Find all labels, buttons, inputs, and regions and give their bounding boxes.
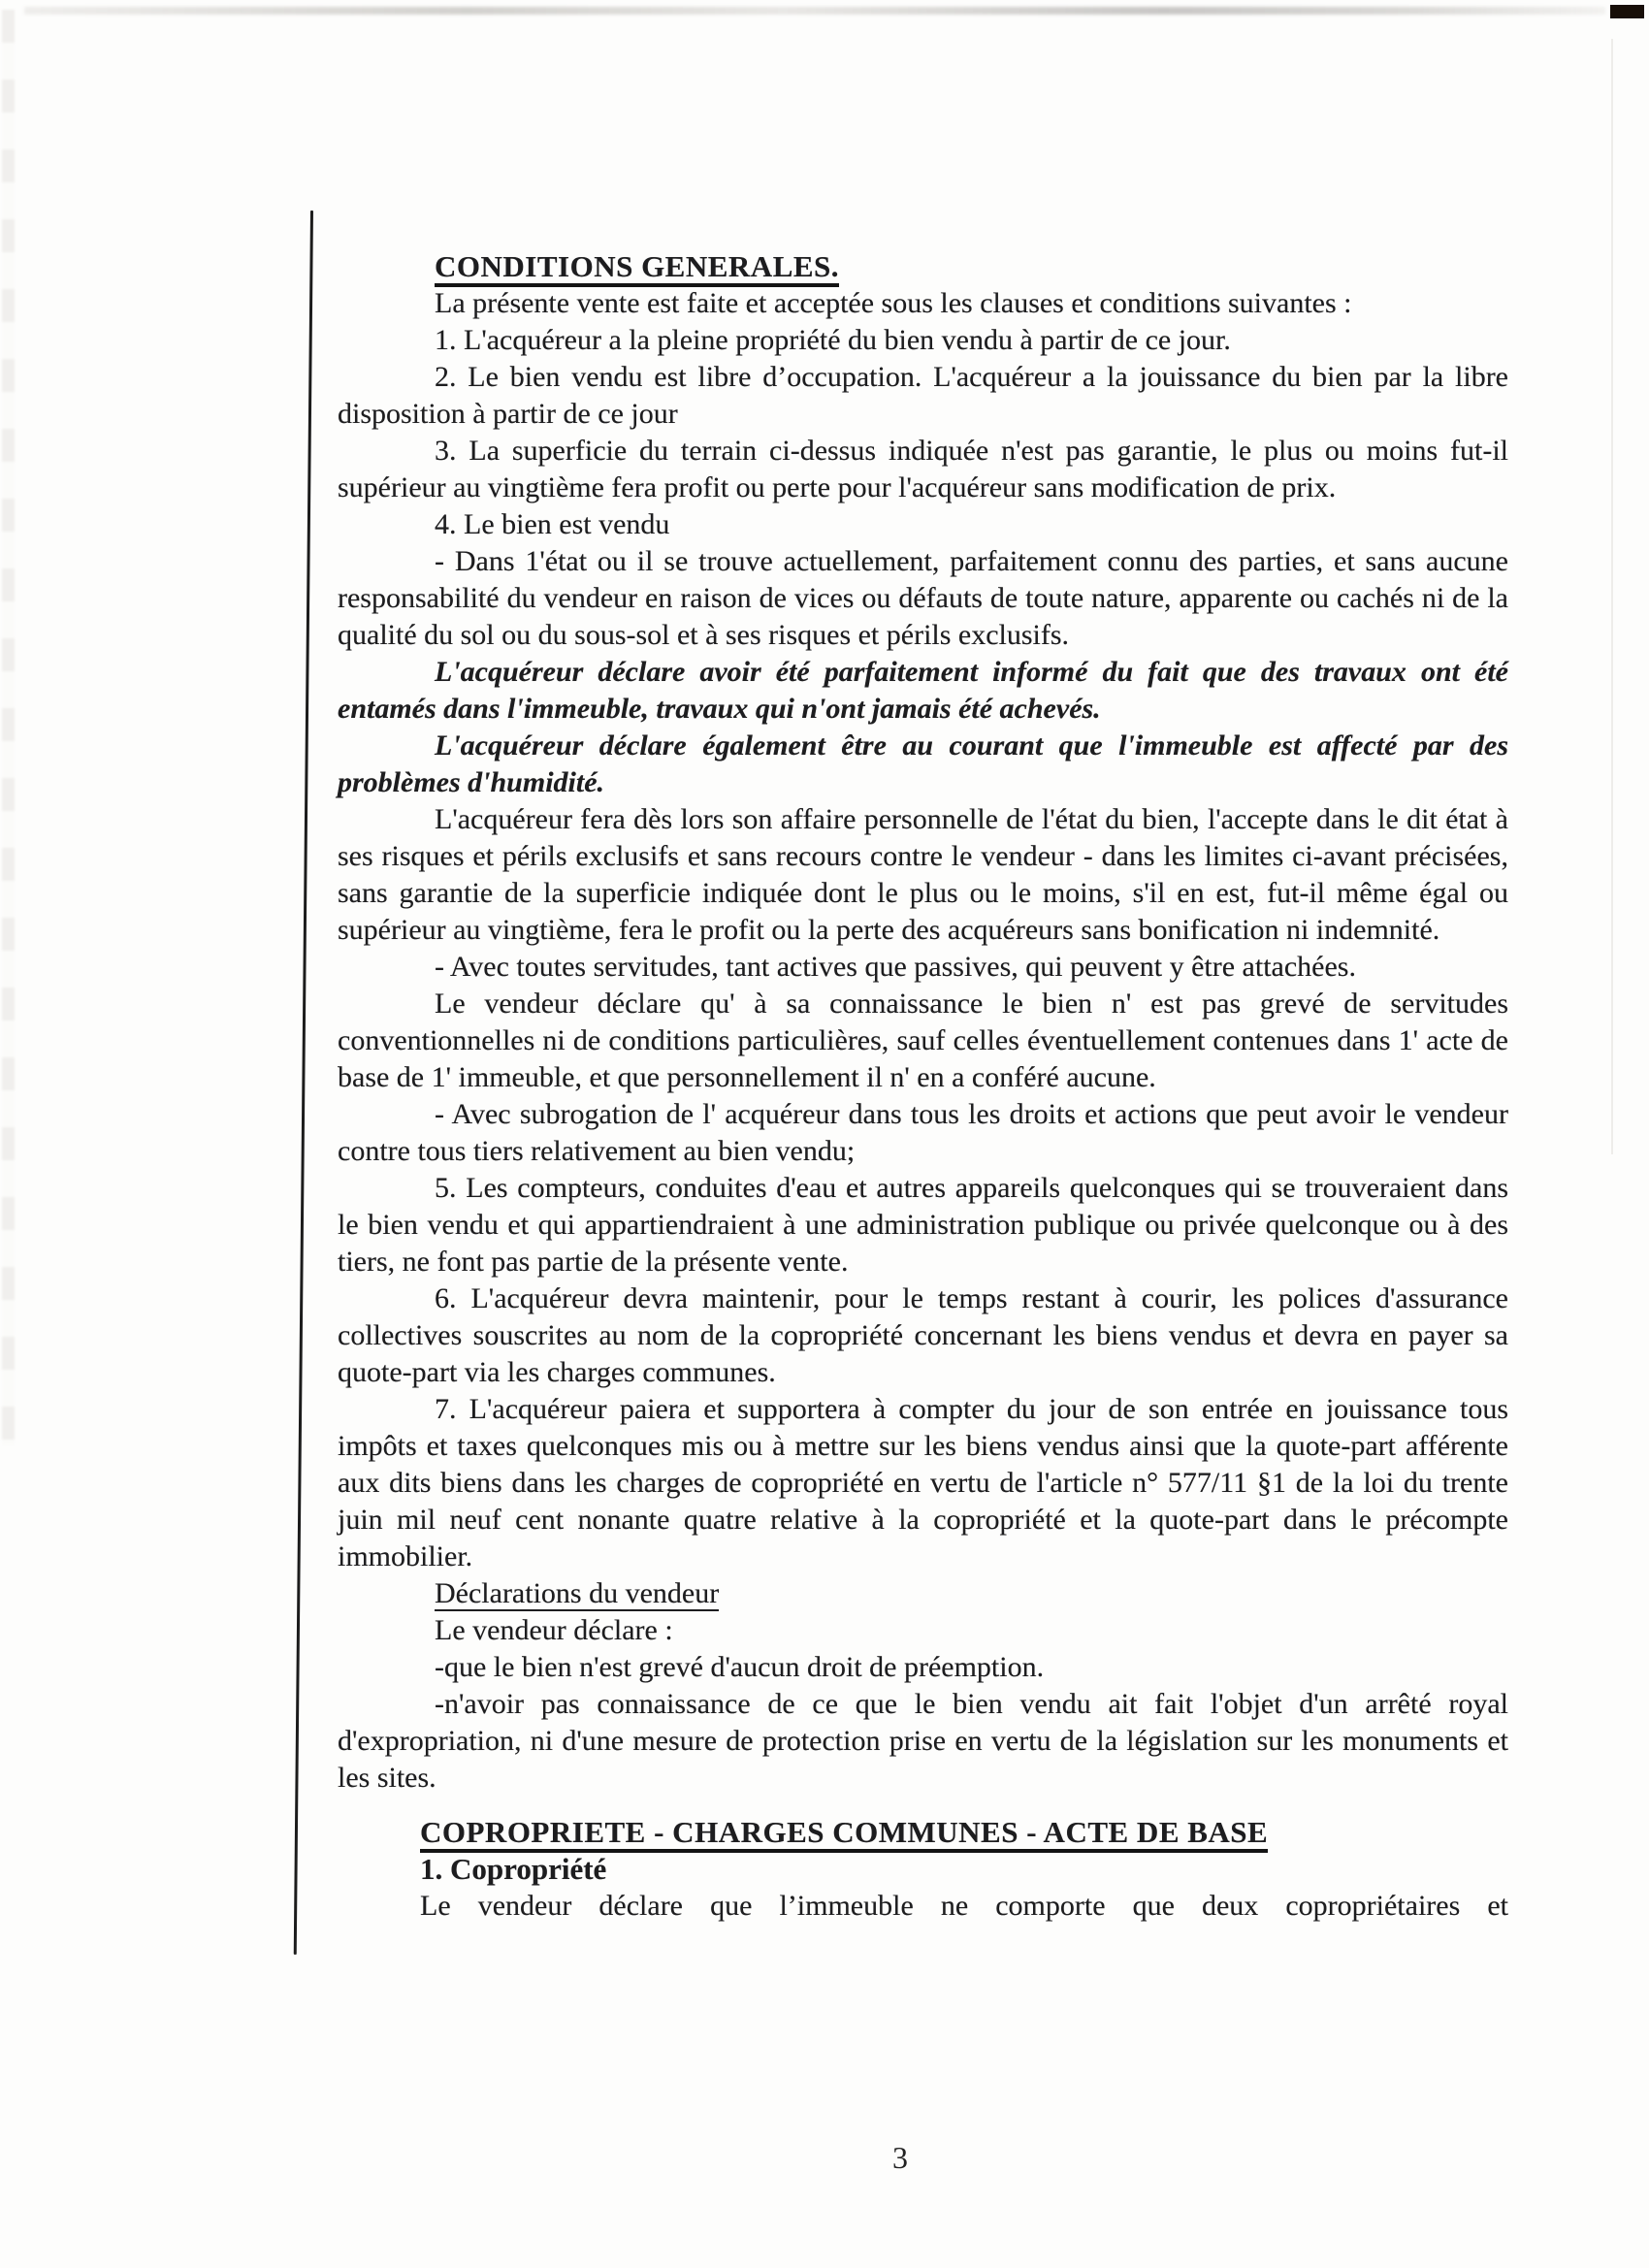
- paragraph: [420, 1814, 1508, 1851]
- declarations-du-vendeur-heading: Déclarations du vendeur: [435, 1577, 720, 1609]
- paragraph: - Dans 1'état ou il se trouve actuellement, parfaitement connu des parties, et sans aucune responsabilité du vendeur en raison de vices ou défauts de toute nature, apparente ou cachés ni de la qualité du sol ou du sous-sol et à ses risques et périls exclusifs.: [338, 545, 1508, 651]
- paragraph: Le vendeur déclare qu' à sa connaissance le bien n' est pas grevé de servitudes conventionnelles ni de conditions particulières, sauf celles éventuellement contenues dans 1' acte de base de 1' immeuble, et que personnellement il n' en a conféré aucune.: [338, 988, 1508, 1093]
- paragraph: La présente vente est faite et acceptée sous les clauses et conditions suivantes :: [435, 287, 1352, 319]
- paragraph: -n'avoir pas connaissance de ce que le bien vendu ait fait l'objet d'un arrêté royal d'expropriation, ni d'une mesure de protection prise en vertu de la législation sur les monuments et les sites.: [338, 1688, 1508, 1794]
- paragraph: [338, 248, 1508, 285]
- paragraph: 3. La superficie du terrain ci-dessus indiquée n'est pas garantie, le plus ou moins fut-il supérieur au vingtième fera profit ou perte pour l'acquéreur sans modification de prix.: [338, 435, 1508, 503]
- copropriete-section: [420, 1814, 1508, 1925]
- scan-right-edge-streak: [1611, 39, 1613, 1154]
- paragraph: 7. L'acquéreur paiera et supportera à compter du jour de son entrée en jouissance tous impôts et taxes quelconques mis ou à mettre sur les biens vendus ainsi que la quote-part afférente aux dits biens dans les charges de copropriété en vertu de l'article n° 577/11 §1 de la loi du trente juin mil neuf cent nonante quatre relative à la copropriété et la quote-part dans le précompte immobilier.: [338, 1393, 1508, 1572]
- scan-corner-mark: [1610, 5, 1644, 18]
- paragraph: 5. Les compteurs, conduites d'eau et autres appareils quelconques qui se trouveraient dans le bien vendu et qui appartiendraient à une administration publique ou privée quelconque ou à des tiers, ne font pas partie de la présente vente.: [338, 1172, 1508, 1278]
- paragraph: 2. Le bien vendu est libre d’occupation. L'acquéreur a la jouissance du bien par la libre disposition à partir de ce jour: [338, 361, 1508, 430]
- scan-left-edge-smudge: [2, 10, 15, 1445]
- paragraph: 1. L'acquéreur a la pleine propriété du bien vendu à partir de ce jour.: [435, 324, 1231, 356]
- copropriete-heading: COPROPRIETE - CHARGES COMMUNES - ACTE DE BASE: [420, 1815, 1268, 1853]
- paragraph-bold-italic: L'acquéreur déclare également être au courant que l'immeuble est affecté par des problèmes d'humidité.: [338, 729, 1508, 798]
- copropriete-subheading: 1. Copropriété: [420, 1852, 607, 1886]
- paragraph: 4. Le bien est vendu: [435, 508, 670, 540]
- paragraph-bold-italic: L'acquéreur déclare avoir été parfaitement informé du fait que des travaux ont été entamés dans l'immeuble, travaux qui n'ont jamais été achevés.: [338, 656, 1508, 725]
- paragraph: - Avec subrogation de l' acquéreur dans tous les droits et actions que peut avoir le vendeur contre tous tiers relativement au bien vendu;: [338, 1098, 1508, 1167]
- paragraph: Le vendeur déclare :: [435, 1614, 673, 1646]
- page-number: 3: [892, 2140, 908, 2175]
- paragraph: -que le bien n'est grevé d'aucun droit de préemption.: [435, 1651, 1045, 1683]
- scan-top-smudge: [24, 7, 1605, 15]
- document-body: [338, 248, 1508, 1925]
- margin-pen-line: [294, 211, 313, 1955]
- conditions-generales-heading: CONDITIONS GENERALES.: [435, 249, 839, 287]
- paragraph: L'acquéreur fera dès lors son affaire personnelle de l'état du bien, l'accepte dans le dit état à ses risques et périls exclusifs et sans recours contre le vendeur - dans les limites ci-avant précisées, sans garantie de la superficie indiquée dont le plus ou le moins, s'il en est, fut-il même égal ou supérieur au vingtième, fera le profit ou la perte des acquéreurs sans bonification ni indemnité.: [338, 803, 1508, 946]
- paragraph: [338, 1575, 1508, 1612]
- paragraph: 6. L'acquéreur devra maintenir, pour le temps restant à courir, les polices d'assurance collectives souscrites au nom de la copropriété concernant les biens vendus et devra en payer sa quote-part via les charges communes.: [338, 1282, 1508, 1388]
- copropriete-body: Le vendeur déclare que l’immeuble ne comporte que deux copropriétaires et: [420, 1890, 1508, 1922]
- paragraph: - Avec toutes servitudes, tant actives que passives, qui peuvent y être attachées.: [435, 951, 1356, 983]
